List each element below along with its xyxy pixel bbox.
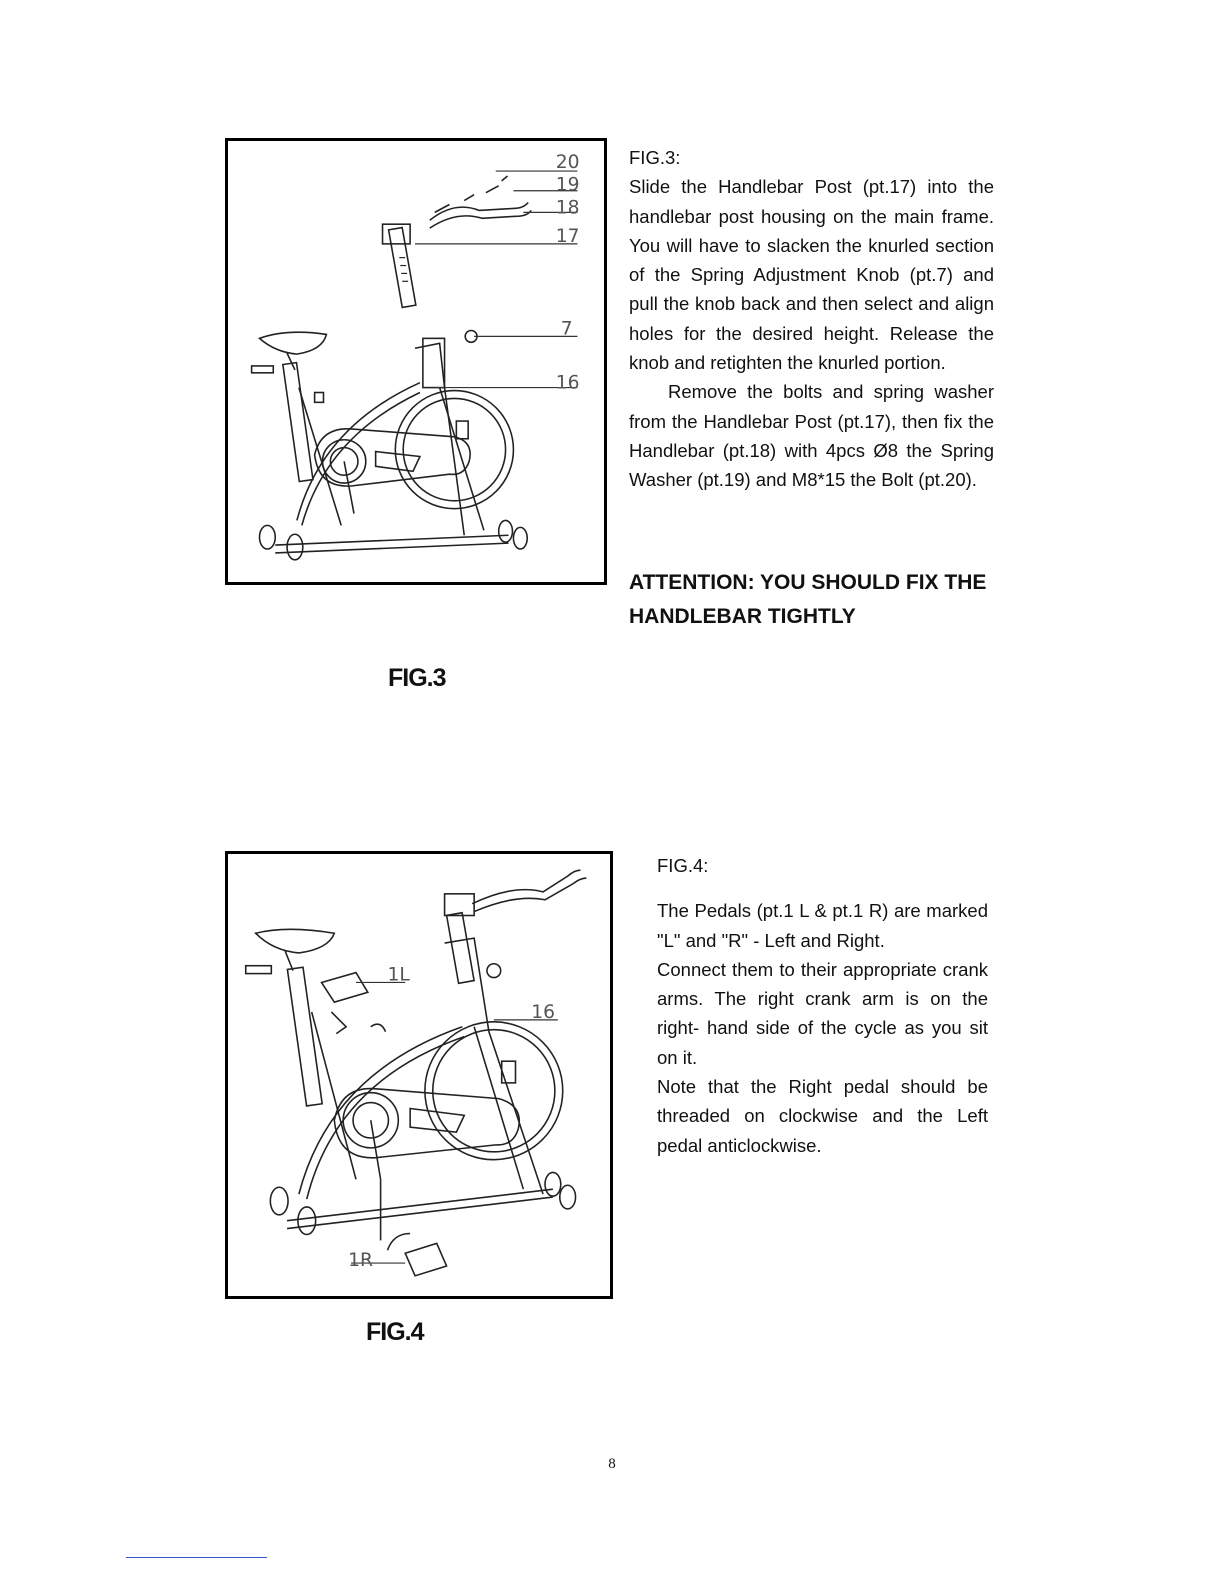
crank-arm (371, 1120, 381, 1179)
part-label-7: 7 (560, 318, 573, 340)
flywheel (395, 391, 513, 509)
left-pedal-arrow (371, 1024, 386, 1031)
seat-slider (246, 966, 272, 974)
seat-post (287, 967, 322, 1106)
front-foot-right (298, 1207, 316, 1235)
seat-knob (315, 393, 324, 403)
front-foot-left (270, 1187, 288, 1215)
fig3-instructions (629, 143, 994, 495)
brake-knob (502, 1061, 516, 1083)
fig3-paragraph-2: Remove the bolts and spring washer from the Handlebar Post (pt.17), then fix the Handlebar (pt.18) with 4pcs Ø8 the Spring Washer (pt.19) and M8*15 the Bolt (pt.20). (629, 381, 994, 491)
right-pedal (405, 1243, 446, 1275)
saddle (256, 929, 335, 953)
part-label-16: 16 (531, 1001, 556, 1023)
fig3-paragraph-1: Slide the Handlebar Post (pt.17) into the handlebar post housing on the main frame. You will have to slacken the knurled section of the Spring Adjustment Knob (pt.7) and pull the knob back and then select and align holes for the desired height. Release the knob and retighten the knurled portion. (629, 176, 994, 374)
fig4-heading: FIG.4: (657, 855, 709, 876)
front-foot-left (259, 525, 275, 549)
fig4-illustration (225, 851, 613, 1299)
page-number: 8 (608, 1456, 616, 1472)
rear-foot-left (545, 1172, 561, 1196)
part-label-19: 19 (555, 174, 580, 196)
frame-arc (302, 393, 420, 526)
part-label-1l: 1L (387, 964, 410, 986)
seat-slider (252, 366, 274, 373)
fig4-paragraph-3: Note that the Right pedal should be threaded on clockwise and the Left pedal anticlockwise. (657, 1076, 988, 1156)
fig3-caption: FIG.3 (388, 664, 446, 692)
fig4-paragraph-2: Connect them to their appropriate crank arms. The right crank arm is on the right- hand side of the cycle as you sit on it. (657, 958, 988, 1068)
rear-foot-right (513, 527, 527, 549)
handlebar-post (389, 228, 416, 308)
footnote-divider (126, 1557, 267, 1558)
rear-foot-left (499, 520, 513, 542)
right-pedal-arrow (387, 1234, 410, 1251)
chain-guard (315, 429, 471, 486)
spring-adjustment-knob (487, 964, 501, 978)
attention-warning: ATTENTION: YOU SHOULD FIX THE HANDLEBAR TIGHTLY (629, 571, 987, 628)
fig3-bike-drawing (228, 141, 604, 582)
saddle (259, 332, 326, 354)
chain-guard-window (410, 1108, 464, 1132)
front-foot-right (287, 534, 303, 560)
fig3-heading: FIG.3: (629, 147, 681, 168)
fig4-instructions (657, 851, 988, 1160)
base-tube (275, 535, 508, 545)
base-tube (287, 1189, 553, 1221)
handlebar-post (447, 913, 474, 984)
fig4-caption: FIG.4 (366, 1318, 424, 1346)
left-pedal (322, 973, 368, 1003)
part-label-18: 18 (555, 197, 580, 219)
fig3-illustration (225, 138, 607, 585)
handlebar-post-top (383, 224, 411, 244)
fig4-bike-drawing (228, 854, 610, 1296)
fig4-paragraph-1: The Pedals (pt.1 L & pt.1 R) are marked "L" and "R" - Left and Right. (657, 900, 988, 951)
brake-knob (456, 421, 468, 439)
part-label-20: 20 (555, 152, 580, 174)
part-label-1r: 1R (348, 1250, 373, 1271)
part-label-16: 16 (555, 372, 580, 394)
rear-foot-right (560, 1185, 576, 1209)
crank-arm (344, 461, 354, 513)
bolts (435, 176, 508, 212)
handlebar-post-top (445, 894, 475, 916)
part-label-17: 17 (555, 225, 580, 247)
front-fork (445, 938, 543, 1194)
seat-post (283, 363, 313, 482)
